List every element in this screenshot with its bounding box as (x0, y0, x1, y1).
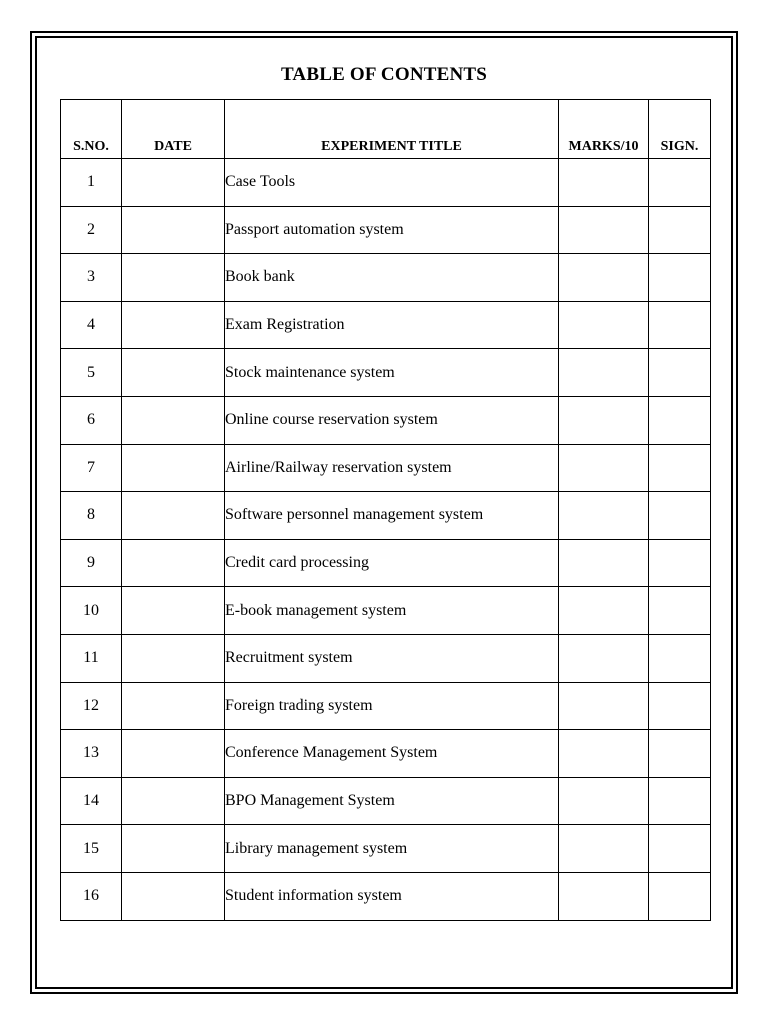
cell-date (122, 301, 225, 349)
cell-sign (649, 539, 711, 587)
table-row (61, 159, 711, 207)
cell-date (122, 349, 225, 397)
table-row (61, 682, 711, 730)
cell-sno: 1 (61, 159, 122, 207)
cell-sno: 4 (61, 301, 122, 349)
cell-sign (649, 634, 711, 682)
cell-sign (649, 159, 711, 207)
cell-marks (559, 301, 649, 349)
cell-experiment-title: Credit card processing (225, 539, 559, 587)
header-date: DATE (122, 100, 225, 159)
header-marks: MARKS/10 (559, 100, 649, 159)
cell-marks (559, 539, 649, 587)
cell-sign (649, 396, 711, 444)
cell-experiment-title: Software personnel management system (225, 492, 559, 540)
cell-experiment-title: Passport automation system (225, 206, 559, 254)
table-row (61, 301, 711, 349)
cell-marks (559, 206, 649, 254)
cell-date (122, 444, 225, 492)
cell-sno: 15 (61, 825, 122, 873)
cell-sign (649, 444, 711, 492)
table-row (61, 349, 711, 397)
cell-marks (559, 682, 649, 730)
table-row (61, 730, 711, 778)
cell-marks (559, 254, 649, 302)
cell-experiment-title: Online course reservation system (225, 396, 559, 444)
cell-experiment-title: Library management system (225, 825, 559, 873)
contents-table (60, 99, 711, 921)
cell-experiment-title: Recruitment system (225, 634, 559, 682)
table-row (61, 396, 711, 444)
cell-sno: 2 (61, 206, 122, 254)
table-row (61, 539, 711, 587)
cell-sign (649, 730, 711, 778)
cell-experiment-title: Case Tools (225, 159, 559, 207)
cell-experiment-title: BPO Management System (225, 777, 559, 825)
table-row (61, 825, 711, 873)
table-row (61, 206, 711, 254)
cell-sign (649, 349, 711, 397)
table-row (61, 444, 711, 492)
cell-experiment-title: E-book management system (225, 587, 559, 635)
cell-experiment-title: Foreign trading system (225, 682, 559, 730)
cell-date (122, 587, 225, 635)
cell-sno: 6 (61, 396, 122, 444)
cell-marks (559, 825, 649, 873)
cell-marks (559, 349, 649, 397)
cell-sign (649, 682, 711, 730)
page-title: TABLE OF CONTENTS (280, 64, 488, 85)
cell-marks (559, 444, 649, 492)
cell-sign (649, 492, 711, 540)
cell-sign (649, 872, 711, 920)
cell-sno: 11 (61, 634, 122, 682)
cell-sno: 7 (61, 444, 122, 492)
cell-sno: 5 (61, 349, 122, 397)
cell-sno: 8 (61, 492, 122, 540)
cell-sno: 9 (61, 539, 122, 587)
cell-experiment-title: Stock maintenance system (225, 349, 559, 397)
cell-marks (559, 777, 649, 825)
cell-sign (649, 587, 711, 635)
cell-marks (559, 159, 649, 207)
cell-sign (649, 825, 711, 873)
header-sign: SIGN. (649, 100, 711, 159)
table-body (61, 159, 711, 921)
cell-sno: 14 (61, 777, 122, 825)
table-row (61, 254, 711, 302)
cell-date (122, 396, 225, 444)
cell-marks (559, 587, 649, 635)
cell-experiment-title: Exam Registration (225, 301, 559, 349)
cell-marks (559, 492, 649, 540)
cell-date (122, 777, 225, 825)
cell-date (122, 159, 225, 207)
cell-experiment-title: Book bank (225, 254, 559, 302)
header-experiment-title: EXPERIMENT TITLE (225, 100, 559, 159)
table-row (61, 872, 711, 920)
cell-sno: 13 (61, 730, 122, 778)
cell-marks (559, 730, 649, 778)
cell-experiment-title: Student information system (225, 872, 559, 920)
cell-sno: 3 (61, 254, 122, 302)
cell-date (122, 682, 225, 730)
cell-date (122, 539, 225, 587)
table-row (61, 492, 711, 540)
cell-date (122, 872, 225, 920)
cell-marks (559, 872, 649, 920)
cell-date (122, 634, 225, 682)
cell-sign (649, 777, 711, 825)
cell-marks (559, 634, 649, 682)
table-row (61, 587, 711, 635)
cell-date (122, 825, 225, 873)
cell-date (122, 254, 225, 302)
cell-experiment-title: Conference Management System (225, 730, 559, 778)
cell-sign (649, 301, 711, 349)
cell-date (122, 206, 225, 254)
cell-sno: 10 (61, 587, 122, 635)
cell-date (122, 492, 225, 540)
table-row (61, 634, 711, 682)
cell-experiment-title: Airline/Railway reservation system (225, 444, 559, 492)
header-sno: S.NO. (61, 100, 122, 159)
header-row (61, 100, 711, 159)
cell-date (122, 730, 225, 778)
cell-sign (649, 254, 711, 302)
cell-sign (649, 206, 711, 254)
cell-marks (559, 396, 649, 444)
cell-sno: 12 (61, 682, 122, 730)
cell-sno: 16 (61, 872, 122, 920)
table-row (61, 777, 711, 825)
